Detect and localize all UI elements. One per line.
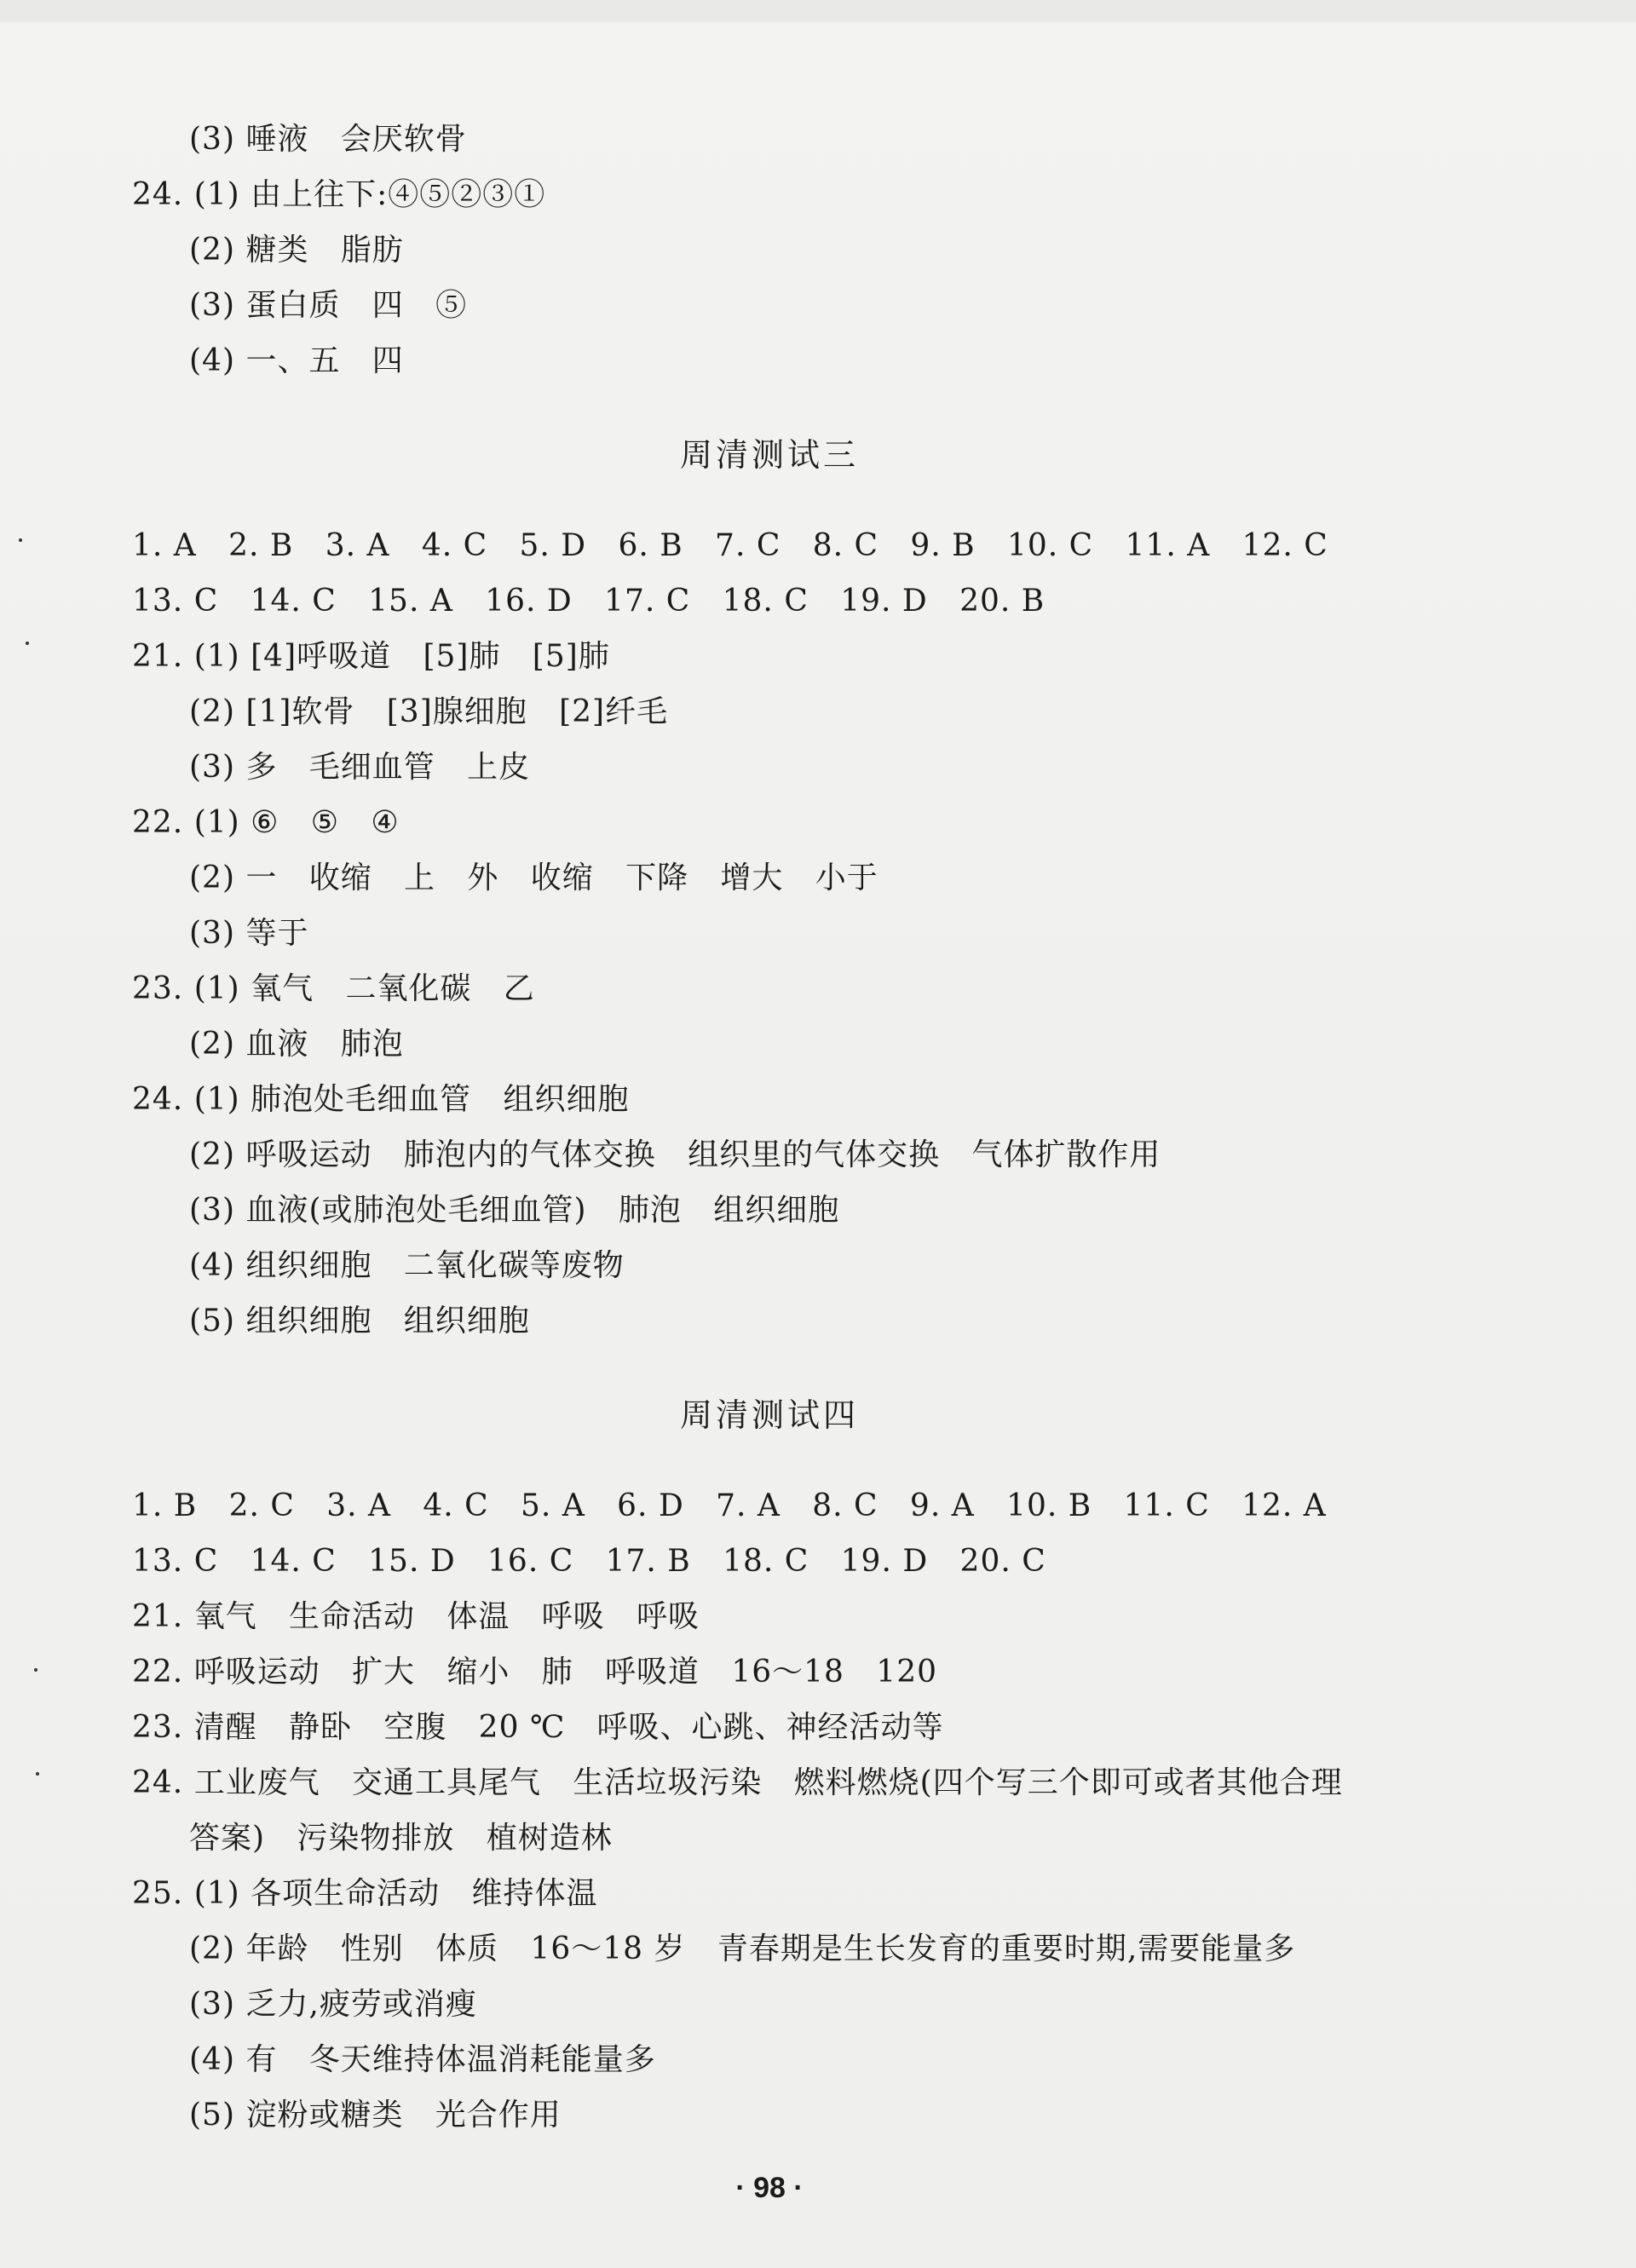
answer-line: (2) 血液 肺泡 — [189, 1027, 404, 1062]
answer-line: 23. 清醒 静卧 空腹 20 ℃ 呼吸、心跳、神经活动等 — [132, 1710, 944, 1745]
answer-line: (2) [1]软骨 [3]腺细胞 [2]纤毛 — [189, 694, 669, 729]
scan-speck — [26, 642, 29, 645]
answer-line: 答案) 污染物排放 植树造林 — [189, 1821, 613, 1856]
answer-line: 22. 呼吸运动 扩大 缩小 肺 呼吸道 16～18 120 — [132, 1655, 938, 1689]
answer-line: (5) 淀粉或糖类 光合作用 — [189, 2098, 562, 2133]
answer-line: (3) 血液(或肺泡处毛细血管) 肺泡 组织细胞 — [189, 1193, 840, 1228]
answer-line: (2) 糖类 脂肪 — [189, 233, 404, 268]
scan-speck — [36, 1772, 39, 1776]
answer-line: 23. (1) 氧气 二氧化碳 乙 — [132, 971, 535, 1006]
answer-line: (3) 蛋白质 四 ⑤ — [189, 288, 468, 323]
section-title-test3: 周清测试三 — [679, 436, 859, 474]
answer-line: (3) 等于 — [189, 916, 309, 951]
scan-speck — [34, 1668, 37, 1672]
answer-line: (2) 呼吸运动 肺泡内的气体交换 组织里的气体交换 气体扩散作用 — [189, 1137, 1161, 1172]
answer-line: 25. (1) 各项生命活动 维持体温 — [132, 1876, 598, 1911]
answer-line: 21. (1) [4]呼吸道 [5]肺 [5]肺 — [132, 639, 610, 674]
page-number: · 98 · — [735, 2172, 804, 2204]
answer-line: 22. (1) ⑥ ⑤ ④ — [132, 805, 400, 840]
answer-line: 13. C 14. C 15. D 16. C 17. B 18. C 19. D 20. C — [132, 1544, 1046, 1579]
answer-line: (2) 年龄 性别 体质 16～18 岁 青春期是生长发育的重要时期,需要能量多 — [189, 1931, 1296, 1966]
answer-line: (3) 唾液 会厌软骨 — [189, 122, 467, 157]
answer-line: 1. B 2. C 3. A 4. C 5. A 6. D 7. A 8. C 9. A 10. B 11. C 12. A — [132, 1488, 1327, 1523]
answer-line: 24. (1) 肺泡处毛细血管 组织细胞 — [132, 1082, 630, 1117]
answer-line: (4) 有 冬天维持体温消耗能量多 — [189, 2042, 656, 2077]
answer-line: 24. (1) 由上往下:④⑤②③① — [132, 177, 546, 212]
scan-top-edge — [0, 0, 1636, 22]
answer-line: (5) 组织细胞 组织细胞 — [189, 1304, 530, 1338]
answer-line: 21. 氧气 生命活动 体温 呼吸 呼吸 — [132, 1599, 700, 1634]
scan-speck — [19, 538, 22, 542]
answer-line: (4) 组织细胞 二氧化碳等废物 — [189, 1248, 625, 1283]
answer-line: 1. A 2. B 3. A 4. C 5. D 6. B 7. C 8. C 9. B 10. C 11. A 12. C — [132, 528, 1328, 563]
answer-line: 13. C 14. C 15. A 16. D 17. C 18. C 19. D 20. B — [132, 584, 1046, 619]
answer-line: (3) 多 毛细血管 上皮 — [189, 750, 531, 785]
section-title-test4: 周清测试四 — [679, 1396, 859, 1434]
answer-line: 24. 工业废气 交通工具尾气 生活垃圾污染 燃料燃烧(四个写三个即可或者其他合理 — [132, 1765, 1343, 1800]
answer-line: (2) 一 收缩 上 外 收缩 下降 增大 小于 — [189, 861, 878, 895]
answer-line: (3) 乏力,疲劳或消瘦 — [189, 1987, 477, 2022]
answer-line: (4) 一、五 四 — [189, 343, 404, 378]
